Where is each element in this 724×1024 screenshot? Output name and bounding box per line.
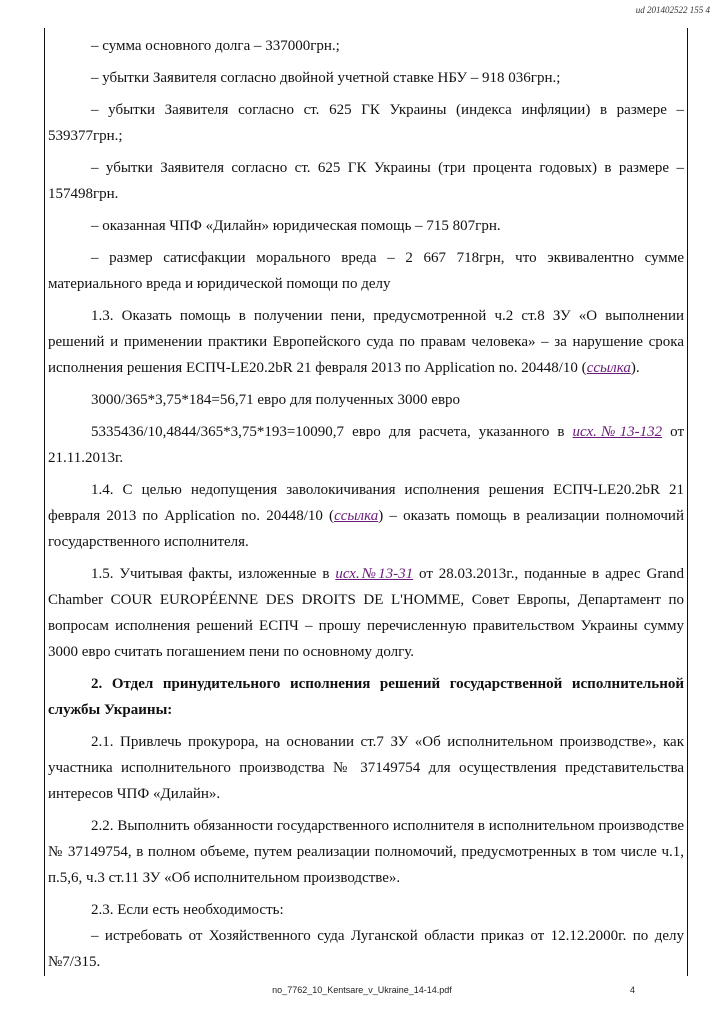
document-body: [48, 33, 684, 975]
footer-page-number: 4: [630, 985, 636, 995]
paragraph-1-4-tail: ) – оказать помощь в реализации полномочий государственного исполнителя.: [48, 508, 684, 550]
item-principal-debt: – сумма основного долга – 337000грн.;: [91, 38, 340, 54]
calculation-line-2: [48, 419, 684, 471]
outgoing-letter-link[interactable]: исх.№13-132: [572, 424, 663, 440]
header-stamp: ud 201402522 155 4: [635, 5, 710, 15]
calculation-line-1: 3000/365*3,75*184=56,71 евро для полученных 3000 евро: [91, 392, 461, 408]
calculation-line-2-tail: от 21.11.2013г.: [48, 424, 684, 466]
item-nbu-losses: – убытки Заявителя согласно двойной учетной ставке НБУ – 918 036грн.;: [91, 70, 561, 86]
item-legal-help: – оказанная ЧПФ «Дилайн» юридическая помощь – 715 807грн.: [91, 218, 501, 234]
item-inflation-losses: – убытки Заявителя согласно ст. 625 ГК Украины (индекса инфляции) в размере – 539377грн.;: [48, 102, 684, 144]
footer-filename: no_7762_10_Kentsare_v_Ukraine_14-14.pdf: [272, 985, 452, 995]
paragraph-2-1: 2.1. Привлечь прокурора, на основании ст.7 ЗУ «Об исполнительном производстве», как участника исполнительного производства № 37149754 для осуществления представительства интересов ЧПФ «Дилайн».: [48, 734, 684, 802]
paragraph-1-4: [48, 477, 684, 555]
left-margin-rule: [44, 28, 45, 976]
paragraph-2-2: 2.2. Выполнить обязанности государственного исполнителя в исполнительном производстве № 37149754, в полном объеме, путем реализации полномочий, предусмотренных в том числе ч.1, п.5,6, ч.3 ст.11 ЗУ «Об исполнительном производстве».: [48, 818, 684, 886]
paragraph-1-5: [48, 561, 684, 665]
paragraph-1-3: [48, 303, 684, 381]
section-2-heading: 2. Отдел принудительного исполнения решений государственной исполнительной службы Украины:: [48, 676, 684, 718]
paragraph-1-3-text: 1.3. Оказать помощь в получении пени, предусмотренной ч.2 ст.8 ЗУ «О выполнении решений и применении практики Европейского суда по правам человека» – за нарушение срока исполнения решения ЕСПЧ-LE20.2bR 21 февраля 2013 по Application no. 20448/10 (: [48, 308, 684, 376]
paragraph-2-3-item: – истребовать от Хозяйственного суда Луганской области приказ от 12.12.2000г. по делу №7/315.: [48, 928, 684, 970]
reference-link[interactable]: ссылка: [586, 360, 631, 376]
paragraph-1-3-tail: ).: [630, 360, 640, 376]
paragraph-2-3: 2.3. Если есть необходимость:: [91, 902, 284, 918]
item-three-percent-losses: – убытки Заявителя согласно ст. 625 ГК Украины (три процента годовых) в размере – 157498грн.: [48, 160, 684, 202]
calculation-line-2-text: 5335436/10,4844/365*3,75*193=10090,7 евро для расчета, указанного в: [91, 424, 573, 440]
reference-link[interactable]: ссылка: [334, 508, 379, 524]
paragraph-1-5-tail: от 28.03.2013г., поданные в адрес Grand Chamber COUR EUROPÉENNE DES DROITS DE L'HOMME, Совет Европы, Департамент по вопросам исполнения решений ЕСПЧ – прошу перечисленную правительством Украины сумму 3000 евро считать погашением пени по основному долгу.: [48, 566, 684, 660]
paragraph-1-5-text: 1.5. Учитывая факты, изложенные в: [91, 566, 336, 582]
paragraph-1-4-text: 1.4. С целью недопущения заволокичивания исполнения решения ЕСПЧ-LE20.2bR 21 февраля 2013 по Application no. 20448/10 (: [48, 482, 684, 524]
outgoing-letter-link[interactable]: исх.№13-31: [335, 566, 414, 582]
right-margin-rule: [687, 28, 688, 976]
item-moral-damage: – размер сатисфакции морального вреда – 2 667 718грн, что эквивалентно сумме материального вреда и юридической помощи по делу: [48, 250, 684, 292]
